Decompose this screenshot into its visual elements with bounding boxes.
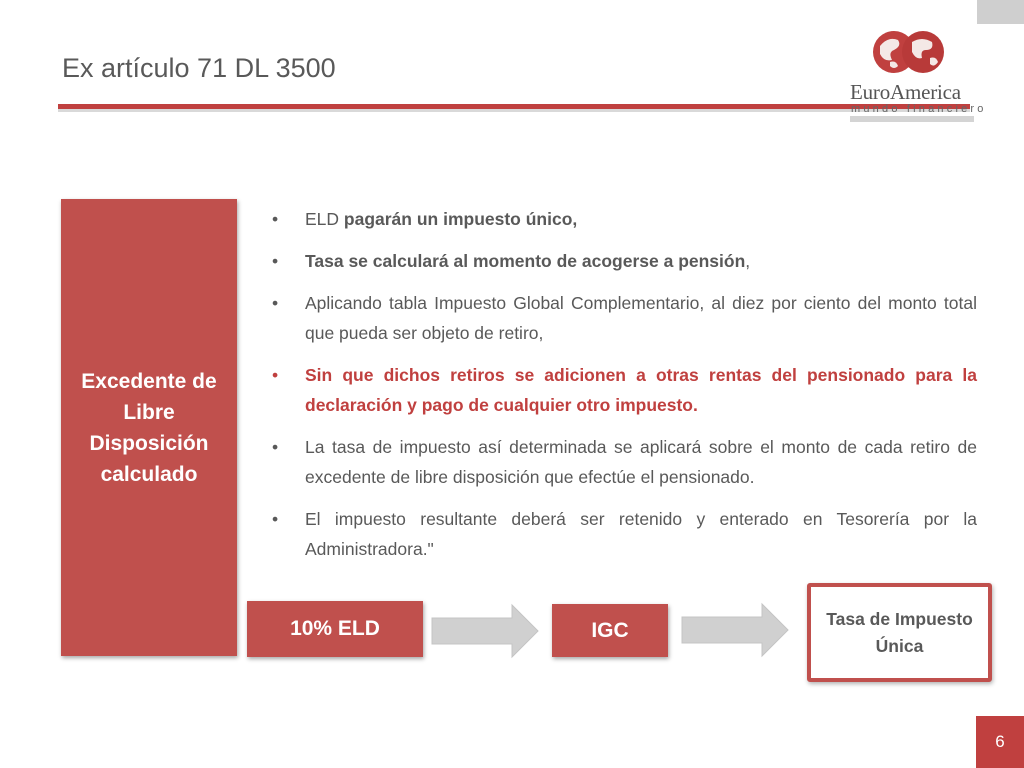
- excedente-panel-label: Excedente de Libre Disposición calculado: [81, 369, 217, 486]
- slide-title: Ex artículo 71 DL 3500: [62, 53, 336, 83]
- bullet-text: El impuesto resultante deberá ser retenido y enterado en Tesorería por la Administradora.": [305, 509, 977, 559]
- flow-result-box: [807, 583, 992, 682]
- bullet-text: ELD: [305, 209, 344, 229]
- page-number: 6: [976, 716, 1024, 768]
- logo-tagline: mundo financiero: [851, 103, 987, 115]
- bullet-text: Aplicando tabla Impuesto Global Complementario, al diez por ciento del monto total que pueda ser objeto de retiro,: [305, 293, 977, 343]
- flow-result-label: Tasa de Impuesto Única: [826, 608, 973, 656]
- right-arrow-icon: [430, 603, 542, 659]
- bullet-text: La tasa de impuesto así determinada se aplicará sobre el monto de cada retiro de excedente de libre disposición que efectúe el pensionado.: [305, 437, 977, 487]
- bullet-item: [270, 504, 977, 564]
- bullet-item: [270, 432, 977, 492]
- logo-wordmark: EuroAmerica: [850, 80, 961, 104]
- flow-step-eld: 10% ELD: [247, 601, 423, 657]
- title-divider: [58, 104, 970, 112]
- flow-step-igc: IGC: [552, 604, 668, 657]
- bullet-item: [270, 204, 977, 234]
- bullet-bold: Sin que dichos retiros se adicionen a otras rentas del pensionado para la declaración y pago de cualquier otro impuesto.: [305, 365, 977, 415]
- logo-underline: [850, 116, 974, 122]
- bullet-bold: Tasa se calculará al momento de acogerse a pensión: [305, 251, 746, 271]
- right-arrow-icon: [680, 602, 792, 658]
- corner-tab: [977, 0, 1024, 24]
- excedente-panel: [61, 199, 237, 656]
- bullet-item: [270, 288, 977, 348]
- globe-logo-icon: [870, 28, 950, 78]
- bullet-list: [270, 204, 977, 576]
- bullet-item-highlight: [270, 360, 977, 420]
- bullet-bold: pagarán un impuesto único,: [343, 209, 578, 229]
- bullet-item: [270, 246, 977, 276]
- euroamerica-logo: [846, 28, 987, 124]
- bullet-text: ,: [745, 251, 751, 271]
